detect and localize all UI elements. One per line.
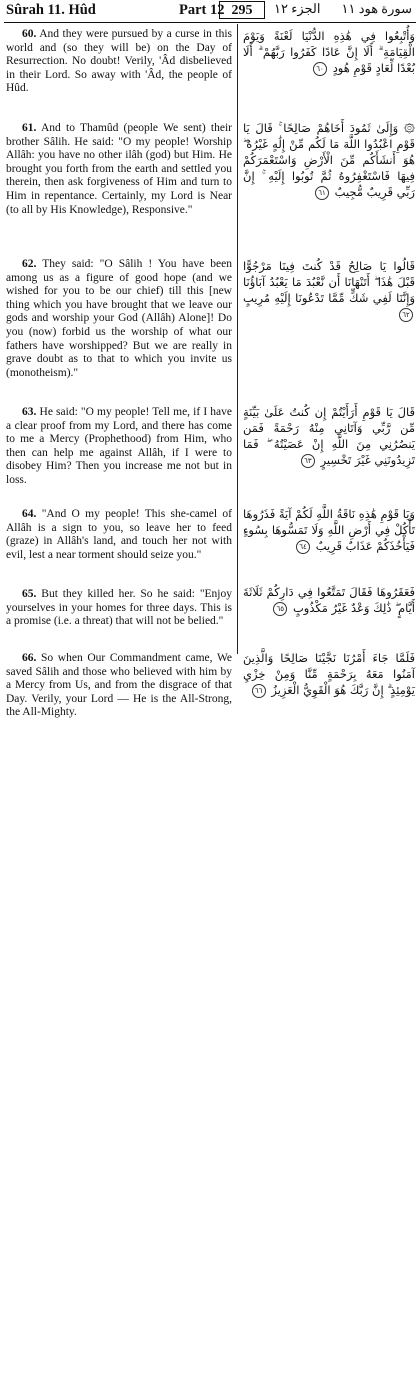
verse-64-en <box>6 508 232 562</box>
verse-text: So when Our Commandment came, We saved Sâlih and those who believed with him by a Mercy from Us, and from the disgrace of that Day. Verily, your Lord — He is the All-Strong, the All-Mighty. <box>6 652 233 719</box>
verse-end-marker: ٦٦ <box>252 684 266 698</box>
arabic-text: قَالَ يَا قَوْمِ أَرَأَيْتُمْ إِن كُنتُ عَلَىٰ بَيِّنَةٍ مِّن رَّبِّي وَآتَانِي مِنْهُ رَحْمَةً فَمَن يَنصُرُنِي مِنَ اللَّهِ إِنْ عَصَيْتُهُ ۖ فَمَا تَزِيدُونَنِي غَيْرَ تَخْسِيرٍ <box>243 405 415 467</box>
verse-text: They said: "O Sâlih ! You have been among us as a figure of good hope (and we wished for you to be our chief) till this [new thing which you have brought that we leave our gods and worship your God (Allâh) Alone]! Do you (now) forbid us the worship of what our fathers have worshipped? But we are really in grave doubt as to that to which you invite us (monotheism)." <box>6 258 232 379</box>
verse-end-marker: ٦٤ <box>296 540 310 554</box>
verse-60-ar <box>243 28 415 76</box>
verse-number: 63. <box>22 406 37 418</box>
verse-end-marker: ٦٣ <box>301 454 315 468</box>
verse-61-en <box>6 122 232 217</box>
column-divider <box>237 24 238 654</box>
verse-62-en <box>6 258 232 380</box>
verse-62-ar <box>243 258 415 322</box>
verse-number: 61. <box>22 122 37 134</box>
verse-end-marker: ٦٥ <box>273 602 287 616</box>
verse-number: 60. <box>22 28 37 40</box>
verse-end-marker: ٦١ <box>315 186 329 200</box>
verse-text: And they were pursued by a curse in this world and (so they will be) on the Day of Resurrection. No doubt! Verily, 'Âd disbelieved in their Lord. So away with 'Âd, the people of Hûd. <box>6 28 232 95</box>
arabic-text: وَأُتْبِعُوا فِي هَٰذِهِ الدُّنْيَا لَعْنَةً وَيَوْمَ الْقِيَامَةِ ۗ أَلَا إِنَّ عَادًا كَفَرُوا رَبَّهُمْ ۗ أَلَا بُعْدًا لِّعَادٍ قَوْمِ هُودٍ <box>243 29 415 75</box>
verse-64-ar <box>243 506 415 554</box>
surah-title-en: Sûrah 11. Hûd <box>6 2 96 18</box>
verse-end-marker: ٦٢ <box>399 308 413 322</box>
verse-61-ar <box>243 120 415 200</box>
arabic-text: فَلَمَّا جَاءَ أَمْرُنَا نَجَّيْنَا صَالِحًا وَالَّذِينَ آمَنُوا مَعَهُ بِرَحْمَةٍ مِّنَّا وَمِنْ خِزْيِ يَوْمِئِذٍ ۗ إِنَّ رَبَّكَ هُوَ الْقَوِيُّ الْعَزِيزُ <box>243 651 415 697</box>
header-rule <box>4 22 416 23</box>
verse-text: "And O my people! This she-camel of Allâh is a sign to you, so leave her to feed (graze) in Allâh's land, and touch her not with evil, lest a near torment should seize you." <box>6 508 233 561</box>
verse-63-ar <box>243 404 415 468</box>
juz-label-ar: الجزء ١٢ <box>274 1 321 16</box>
page-header <box>4 0 416 22</box>
verse-text: And to Thamûd (people We sent) their brother Sâlih. He said: "O my people! Worship Allâh: you have no other ilâh (god) but Him. He brought you forth from the earth and settled you therein, then ask forgiveness of Him and turn to Him in repentance. Certainly, my Lord is Near (to all by His Knowledge), Responsive." <box>6 122 232 216</box>
arabic-text: فَعَقَرُوهَا فَقَالَ تَمَتَّعُوا فِي دَارِكُمْ ثَلَاثَةَ أَيَّامٍ ۖ ذَٰلِكَ وَعْدٌ غَيْرُ مَكْذُوبٍ <box>243 585 415 615</box>
verse-65-ar <box>243 584 415 616</box>
verse-60-en <box>6 28 232 96</box>
arabic-text: ۞ وَإِلَىٰ ثَمُودَ أَخَاهُمْ صَالِحًا ۚ قَالَ يَا قَوْمِ اعْبُدُوا اللَّهَ مَا لَكُم مِّنْ إِلَٰهٍ غَيْرُهُ ۖ هُوَ أَنشَأَكُم مِّنَ الْأَرْضِ وَاسْتَعْمَرَكُمْ فِيهَا فَاسْتَغْفِرُوهُ ثُمَّ تُوبُوا إِلَيْهِ ۚ إِنَّ رَبِّي قَرِيبٌ مُّجِيبٌ <box>243 121 415 199</box>
arabic-text: قَالُوا يَا صَالِحُ قَدْ كُنتَ فِينَا مَرْجُوًّا قَبْلَ هَٰذَا ۖ أَتَنْهَانَا أَن نَّعْبُدَ مَا يَعْبُدُ آبَاؤُنَا وَإِنَّنَا لَفِي شَكٍّ مِّمَّا تَدْعُونَا إِلَيْهِ مُرِيبٍ <box>243 259 415 305</box>
page-number: 295 <box>219 1 265 19</box>
surah-title-ar: سورة هود ١١ <box>341 1 412 16</box>
verse-number: 65. <box>22 588 37 600</box>
verse-text: But they killed her. So he said: "Enjoy yourselves in your homes for three days. This is a promise (i.e. a threat) that will not be belied." <box>6 588 232 628</box>
verse-number: 64. <box>22 508 37 520</box>
verse-text: He said: "O my people! Tell me, if I have a clear proof from my Lord, and there has come to me a Mercy (Prophethood) from Him, who then can help me against Allâh, if I were to disobey Him? Then you increase me not but in loss. <box>6 406 232 486</box>
verse-end-marker: ٦٠ <box>313 62 327 76</box>
verse-63-en <box>6 406 232 488</box>
arabic-text: وَيَا قَوْمِ هَٰذِهِ نَاقَةُ اللَّهِ لَكُمْ آيَةً فَذَرُوهَا تَأْكُلْ فِي أَرْضِ اللَّهِ وَلَا تَمَسُّوهَا بِسُوءٍ فَيَأْخُذَكُمْ عَذَابٌ قَرِيبٌ <box>243 507 415 553</box>
part-label: Part 12 <box>179 2 225 18</box>
verse-number: 66. <box>22 652 37 664</box>
verse-65-en <box>6 588 232 629</box>
verse-66-ar <box>243 650 415 698</box>
verse-number: 62. <box>22 258 37 270</box>
verse-66-en <box>6 652 232 720</box>
